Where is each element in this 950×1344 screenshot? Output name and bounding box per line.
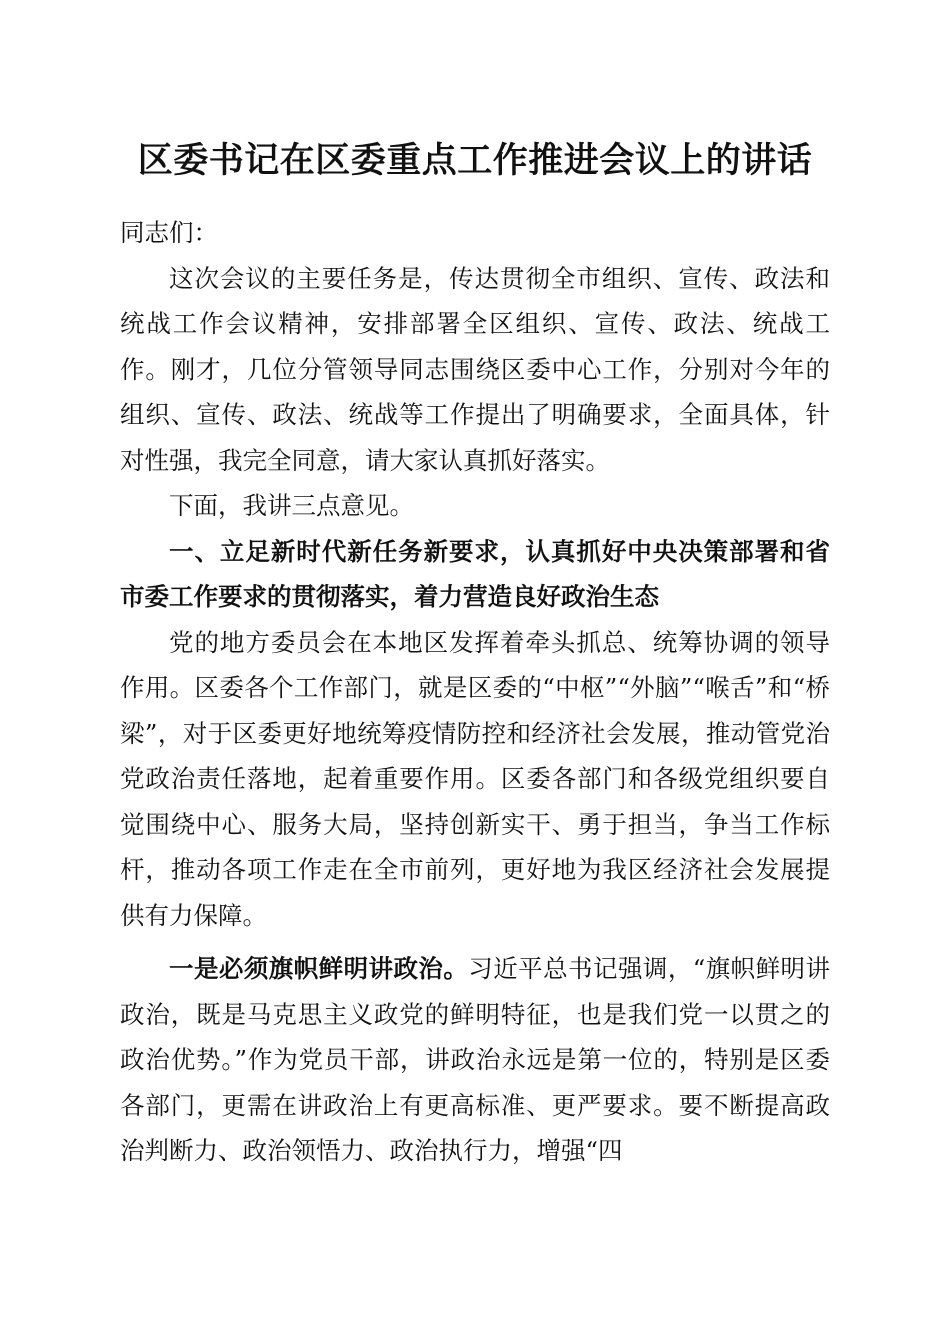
document-body [120, 210, 830, 1174]
point-1-text: 习近平总书记强调，“旗帜鲜明讲政治，既是马克思主义政党的鲜明特征，也是我们党一以贯之的政治优势。”作为党员干部，讲政治永远是第一位的，特别是区委各部门，更需在讲政治上有更高标准、更严要求。要不断提高政治判断力、政治领悟力、政治执行力，增强“四 [120, 954, 830, 1165]
section-1-paragraph: 党的地方委员会在本地区发挥着牵头抓总、统筹协调的领导作用。区委各个工作部门，就是区委的“中枢”“外脑”“喉舌”和“桥梁”，对于区委更好地统筹疫情防控和经济社会发展，推动管党治党政治责任落地，起着重要作用。区委各部门和各级党组织要自觉围绕中心、服务大局，坚持创新实干、勇于担当，争当工作标杆，推动各项工作走在全市前列，更好地为我区经济社会发展提供有力保障。 [120, 627, 830, 930]
document-title: 区委书记在区委重点工作推进会议上的讲话 [137, 140, 813, 181]
point-1-lead: 一是必须旗帜鲜明讲政治。 [169, 954, 469, 983]
transition-paragraph: 下面，我讲三点意见。 [169, 491, 414, 520]
greeting: 同志们： [120, 218, 218, 247]
section-heading-1: 一、立足新时代新任务新要求，认真抓好中央决策部署和省市委工作要求的贯彻落实，着力营造良好政治生态 [120, 536, 830, 611]
paragraph-gap [120, 938, 830, 946]
point-1-paragraph [120, 946, 830, 1174]
intro-paragraph: 这次会议的主要任务是，传达贯彻全市组织、宣传、政法和统战工作会议精神，安排部署全区组织、宣传、政法、统战工作。刚才，几位分管领导同志围绕区委中心工作，分别对今年的组织、宣传、政法、统战等工作提出了明确要求，全面具体，针对性强，我完全同意，请大家认真抓好落实。 [120, 263, 830, 475]
